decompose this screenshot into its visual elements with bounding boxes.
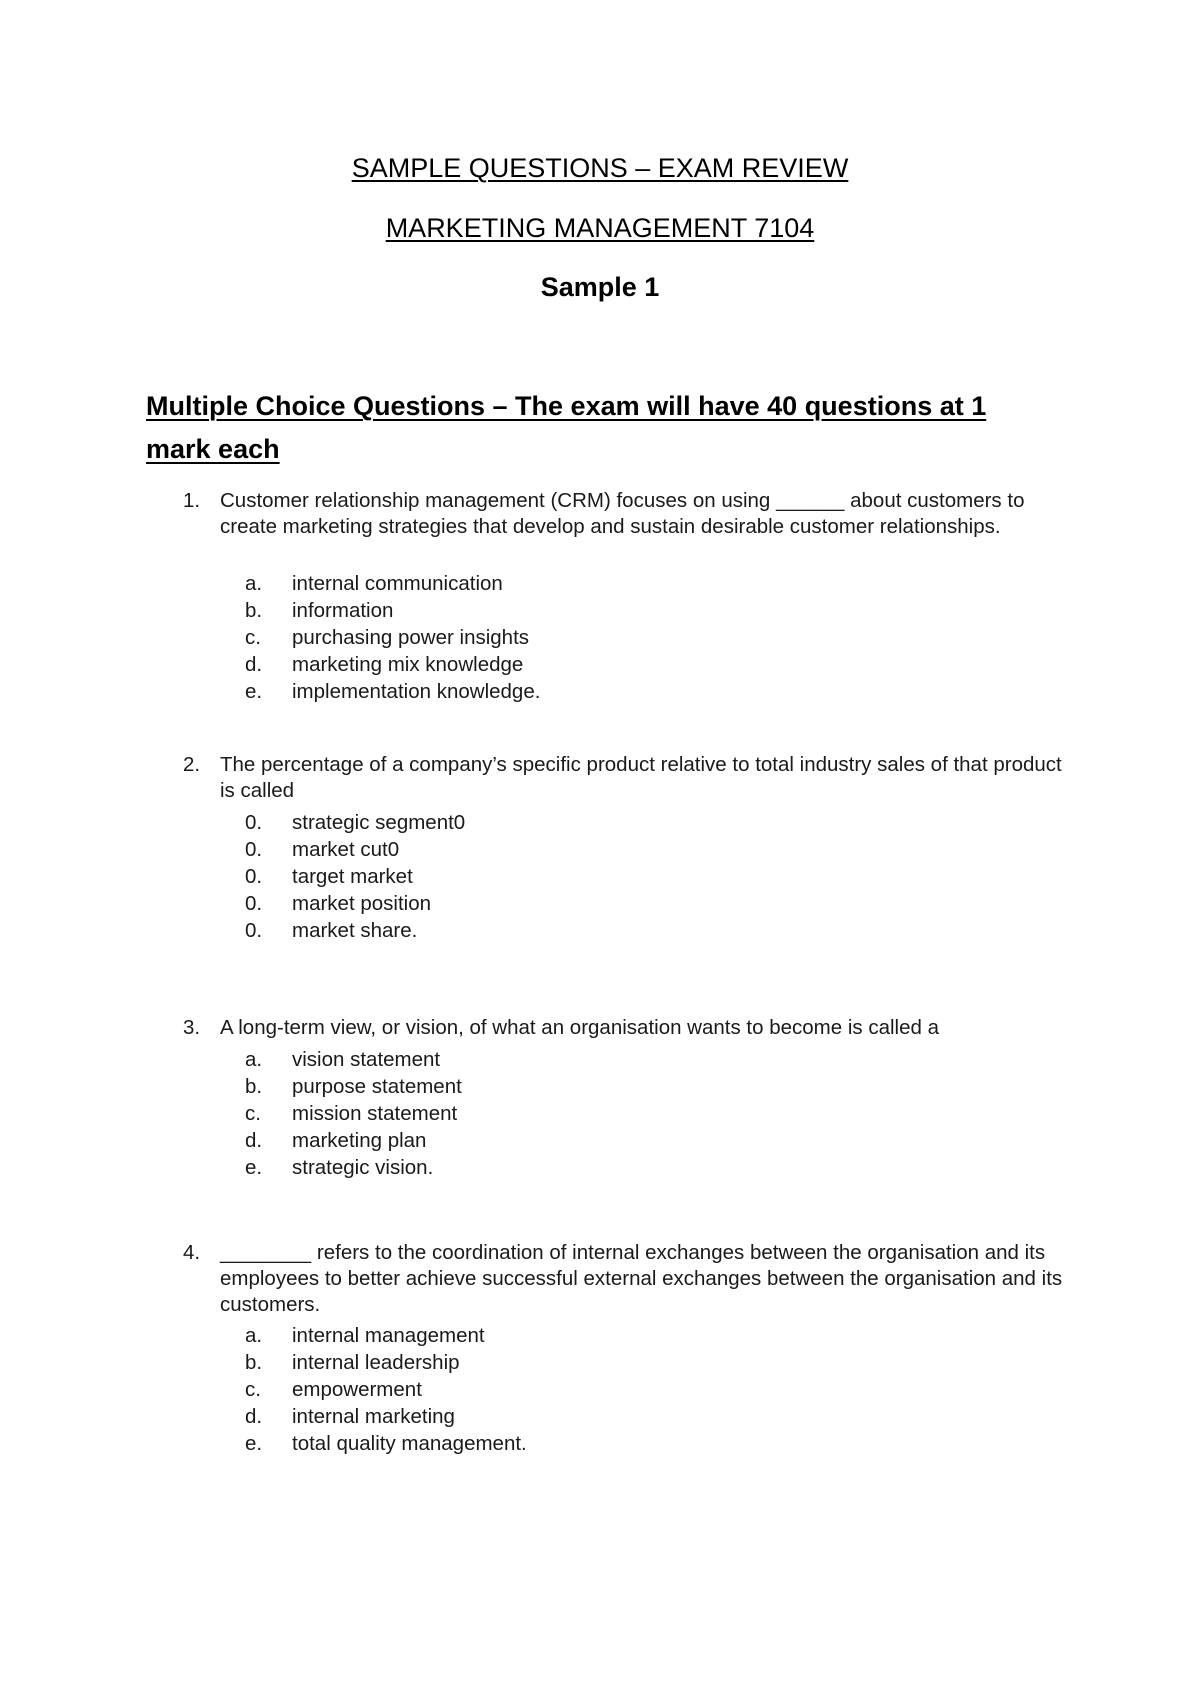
answer-option — [0, 1403, 1200, 1430]
option-letter: b. — [245, 599, 263, 622]
answer-option — [0, 678, 1200, 705]
section-heading: Multiple Choice Questions – The exam will have 40 questions at 1 mark each — [146, 391, 987, 464]
question-number: 1. — [183, 489, 201, 512]
option-letter: c. — [245, 626, 261, 649]
option-letter: d. — [245, 1129, 263, 1152]
option-text: marketing plan — [292, 1129, 427, 1152]
option-letter: a. — [245, 572, 263, 595]
option-text: market cut0 — [292, 838, 400, 861]
option-text: total quality management. — [292, 1432, 527, 1455]
option-text: mission statement — [292, 1102, 458, 1125]
answer-option — [0, 890, 1200, 917]
option-letter: d. — [245, 1405, 263, 1428]
answer-option — [0, 570, 1200, 597]
option-text: information — [292, 599, 394, 622]
option-text: purchasing power insights — [292, 626, 530, 649]
answer-option — [0, 1100, 1200, 1127]
option-letter: 0. — [245, 838, 263, 861]
answer-option — [0, 1430, 1200, 1457]
question-number: 3. — [183, 1016, 201, 1039]
option-letter: 0. — [245, 865, 263, 888]
question-text: A long-term view, or vision, of what an organisation wants to become is called a — [220, 1016, 940, 1039]
answer-option — [0, 597, 1200, 624]
document-title: SAMPLE QUESTIONS – EXAM REVIEW — [351, 153, 849, 183]
answer-option — [0, 809, 1200, 836]
option-letter: a. — [245, 1048, 263, 1071]
answer-option — [0, 1046, 1200, 1073]
option-text: market share. — [292, 919, 418, 942]
question-text: ________ refers to the coordination of internal exchanges between the organisation and its employees to better achieve successful external exchanges between the organisation and its customers. — [220, 1241, 1063, 1316]
answer-option — [0, 1127, 1200, 1154]
option-text: strategic segment0 — [292, 811, 466, 834]
option-letter: b. — [245, 1075, 263, 1098]
option-letter: e. — [245, 1156, 263, 1179]
option-text: vision statement — [292, 1048, 441, 1071]
option-letter: e. — [245, 1432, 263, 1455]
answer-option — [0, 624, 1200, 651]
answer-option — [0, 651, 1200, 678]
option-text: market position — [292, 892, 432, 915]
question-number: 2. — [183, 753, 201, 776]
answer-option — [0, 1154, 1200, 1181]
option-letter: 0. — [245, 919, 263, 942]
option-text: implementation knowledge. — [292, 680, 541, 703]
option-text: internal marketing — [292, 1405, 455, 1428]
question-text: The percentage of a company’s specific product relative to total industry sales of that product is called — [220, 753, 1062, 802]
question-number: 4. — [183, 1241, 201, 1264]
option-letter: a. — [245, 1324, 263, 1347]
option-text: internal management — [292, 1324, 485, 1347]
answer-option — [0, 1376, 1200, 1403]
answer-option — [0, 1073, 1200, 1100]
answer-option — [0, 1349, 1200, 1376]
option-text: purpose statement — [292, 1075, 462, 1098]
option-letter: e. — [245, 680, 263, 703]
answer-option — [0, 836, 1200, 863]
option-letter: d. — [245, 653, 263, 676]
option-text: strategic vision. — [292, 1156, 434, 1179]
answer-option — [0, 863, 1200, 890]
answer-option — [0, 917, 1200, 944]
option-letter: c. — [245, 1378, 261, 1401]
option-letter: 0. — [245, 811, 263, 834]
option-text: internal leadership — [292, 1351, 460, 1374]
option-text: empowerment — [292, 1378, 422, 1401]
option-letter: c. — [245, 1102, 261, 1125]
option-letter: 0. — [245, 892, 263, 915]
sample-label: Sample 1 — [540, 272, 660, 302]
option-text: marketing mix knowledge — [292, 653, 524, 676]
answer-option — [0, 1322, 1200, 1349]
option-text: internal communication — [292, 572, 503, 595]
course-title: MARKETING MANAGEMENT 7104 — [385, 213, 815, 243]
option-letter: b. — [245, 1351, 263, 1374]
option-text: target market — [292, 865, 413, 888]
question-text: Customer relationship management (CRM) focuses on using ______ about customers to create marketing strategies that develop and sustain desirable customer relationships. — [220, 489, 1025, 538]
